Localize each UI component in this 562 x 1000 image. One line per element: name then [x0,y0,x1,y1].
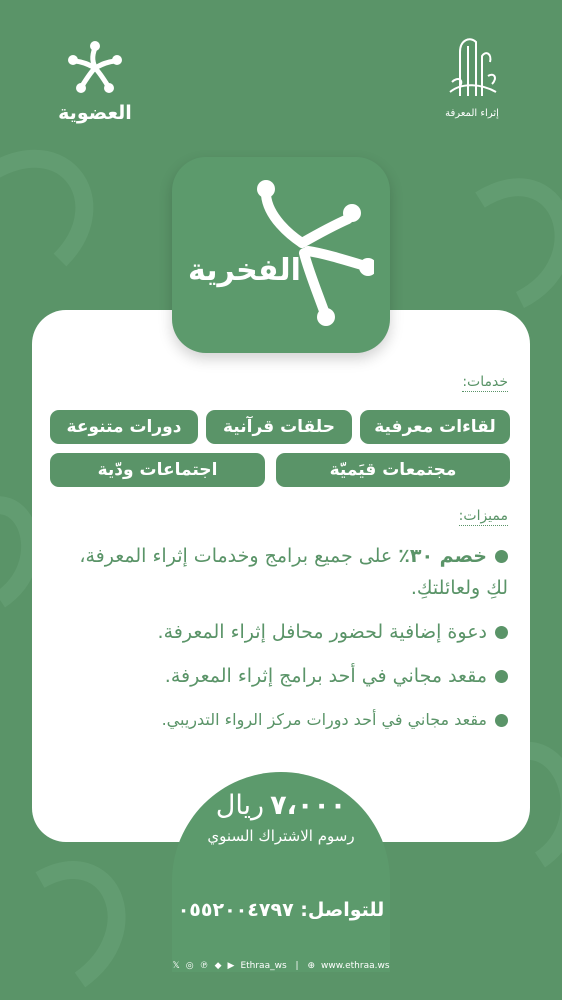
contact-line [0,899,562,921]
price-amount: ٧،٠٠٠ [270,790,347,821]
price-currency: ريال [215,790,265,821]
pinterest-icon[interactable]: ℗ [199,961,209,971]
service-chip: دورات متنوعة [50,410,198,444]
tier-name: الفخرية [188,253,301,288]
bullet-icon [495,550,508,563]
tier-star-icon [250,177,374,327]
contact-label: للتواصل: [300,899,385,921]
ethraa-logo [422,32,522,119]
instagram-icon[interactable]: ◎ [185,961,194,971]
bullet-icon [495,670,508,683]
feature-text: دعوة إضافية لحضور محافل إثراء المعرفة. [157,621,487,643]
divider: | [295,961,299,971]
globe-icon: ⊕ [307,961,315,971]
snapchat-icon[interactable]: ◆ [214,961,222,971]
service-chip: حلقات قرآنية [206,410,352,444]
price-badge [172,772,390,972]
contact-phone[interactable]: ٠٥٥٢٠٠٤٧٩٧ [177,899,294,921]
feature-text: مقعد مجاني في أحد دورات مركز الرواء التدريبي. [161,710,487,729]
social-footer [0,961,562,971]
service-chip: مجتمعات قيَميّة [276,453,510,487]
feature-highlight: خصم ٣٠٪ [398,545,487,567]
price-label: رسوم الاشتراك السنوي [207,827,355,845]
social-handle[interactable]: Ethraa_ws [240,961,287,971]
website-link[interactable]: www.ethraa.ws [320,961,390,971]
service-chip: اجتماعات ودّية [50,453,265,487]
tier-badge [172,157,390,353]
feature-item [62,660,508,692]
ethraa-logo-text: إثراء المعرفة [445,108,499,119]
feature-item [62,616,508,648]
features-label: مميزات: [458,508,508,524]
membership-logo-text: العضوية [58,102,132,124]
membership-star-icon [65,38,125,96]
feature-item [62,540,508,604]
feature-text: على جميع برامج وخدمات إثراء المعرفة، لكِ ولعائلتكِ. [79,545,508,599]
bullet-icon [495,714,508,727]
bullet-icon [495,626,508,639]
membership-logo [40,38,150,124]
feature-item [62,704,508,736]
benefits-card [32,310,530,842]
price-line [172,790,390,821]
youtube-icon[interactable]: ▶ [227,961,235,971]
services-label: خدمات: [462,374,508,390]
x-icon[interactable]: 𝕏 [172,961,180,971]
service-chip: لقاءات معرفية [360,410,510,444]
ethraa-calligraphy-icon [442,32,502,102]
feature-text: مقعد مجاني في أحد برامج إثراء المعرفة. [164,665,487,687]
